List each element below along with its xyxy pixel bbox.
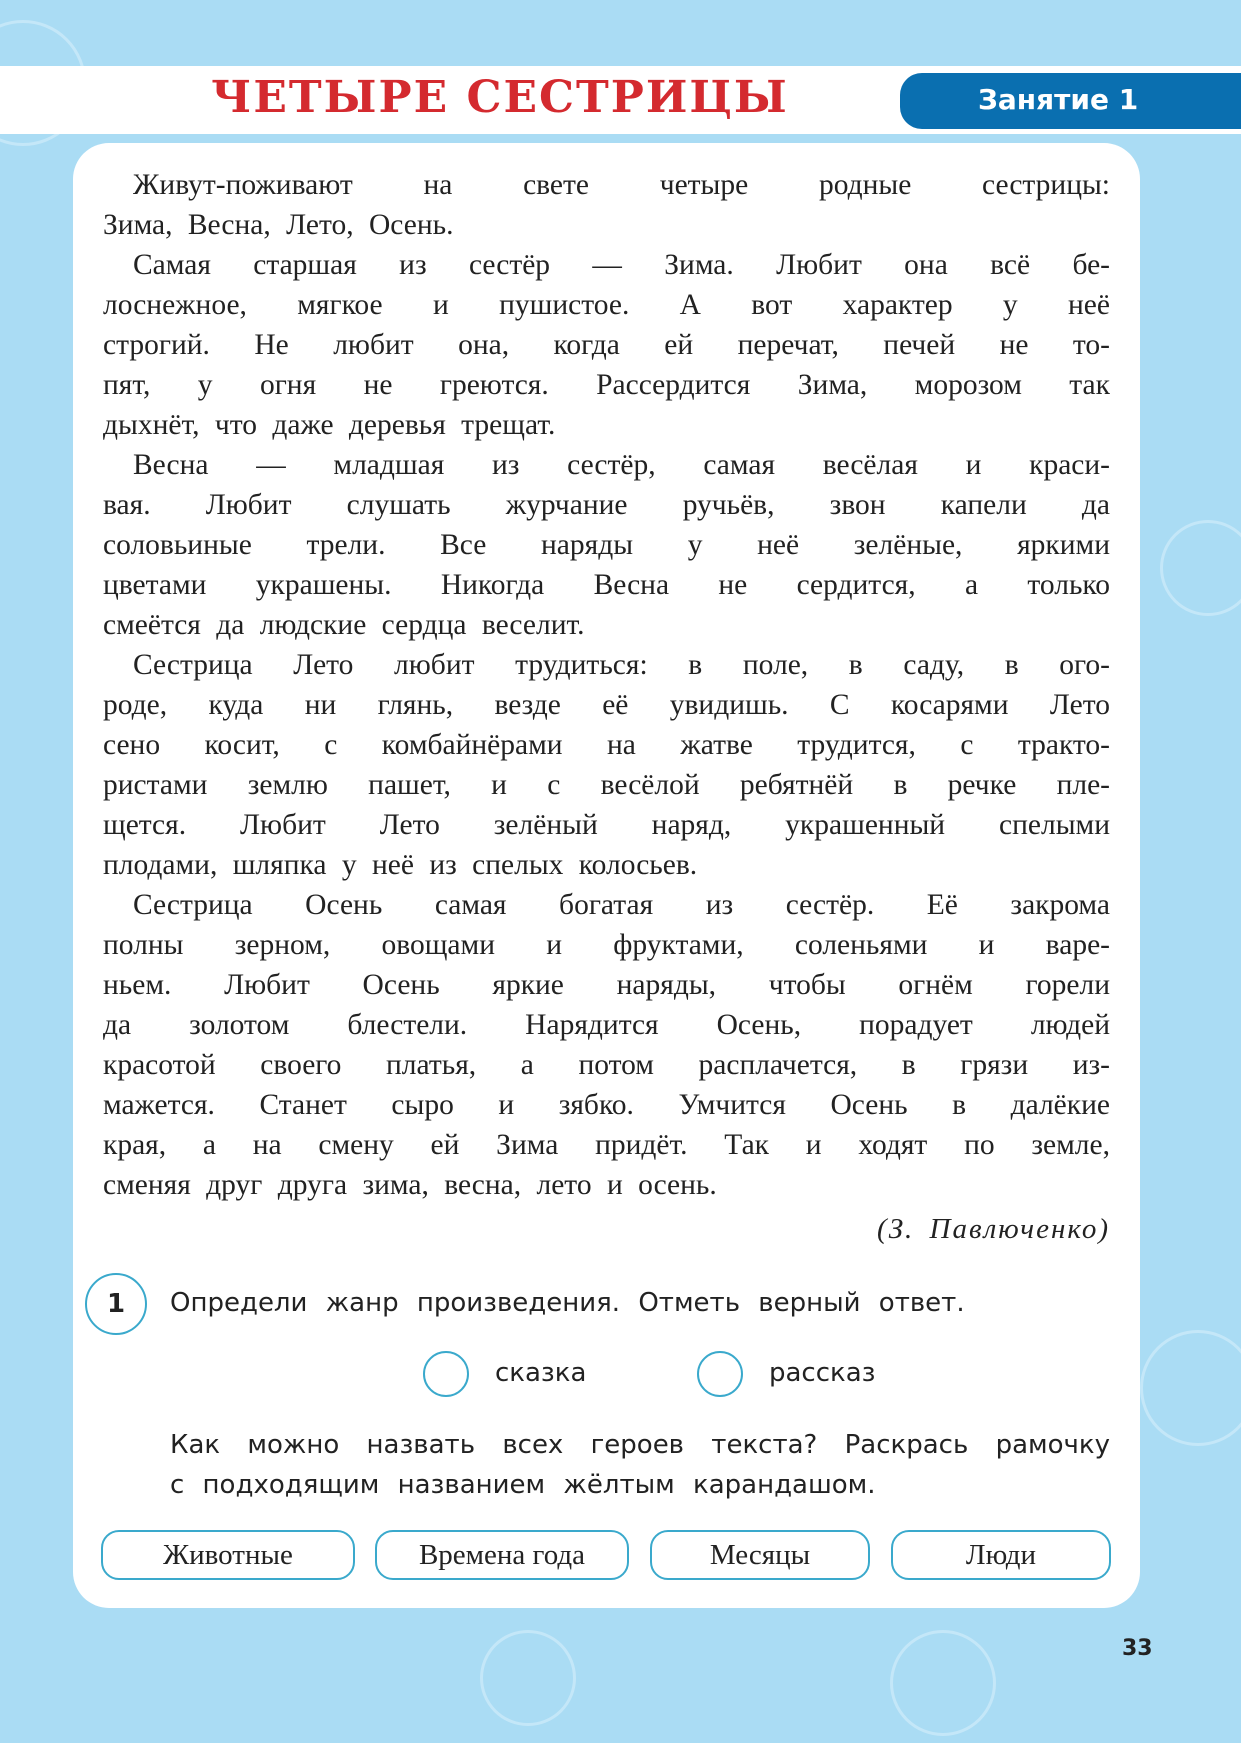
text-line: края, а на смену ей Зима придёт. Так и ходят по земле, bbox=[103, 1129, 1110, 1161]
text-line: дыхнёт, что даже деревья трещат. bbox=[103, 409, 556, 441]
text-line: Живут-поживают на свете четыре родные сестрицы: bbox=[133, 169, 1110, 201]
background-decoration bbox=[480, 1630, 576, 1726]
page-title: ЧЕТЫРЕ СЕСТРИЦЫ bbox=[211, 72, 789, 123]
text-line: да золотом блестели. Нарядится Осень, порадует людей bbox=[103, 1009, 1110, 1041]
option-label-skazka: сказка bbox=[495, 1358, 587, 1388]
option-label-rasskaz: рассказ bbox=[769, 1358, 876, 1388]
task-question: Определи жанр произведения. Отметь верный ответ. bbox=[170, 1288, 965, 1318]
background-decoration bbox=[1140, 1330, 1241, 1446]
text-line: роде, куда ни глянь, везде её увидишь. С косарями Лето bbox=[103, 689, 1110, 721]
text-line: Самая старшая из сестёр — Зима. Любит она всё бе- bbox=[133, 249, 1110, 281]
background-decoration bbox=[1160, 520, 1241, 616]
text-line: щется. Любит Лето зелёный наряд, украшенный спелыми bbox=[103, 809, 1110, 841]
author-credit: (З. Павлюченко) bbox=[877, 1213, 1110, 1245]
choice-frame-animals[interactable]: Животные bbox=[101, 1530, 355, 1580]
text-line: Зима, Весна, Лето, Осень. bbox=[103, 209, 454, 241]
option-radio-skazka[interactable] bbox=[423, 1351, 469, 1397]
text-line: смеётся да людские сердца веселит. bbox=[103, 609, 585, 641]
text-line: Весна — младшая из сестёр, самая весёлая и краси- bbox=[133, 449, 1110, 481]
text-line: соловьиные трели. Все наряды у неё зелёные, яркими bbox=[103, 529, 1110, 561]
lesson-badge-label: Занятие 1 bbox=[978, 83, 1139, 116]
text-line: сменяя друг друга зима, весна, лето и осень. bbox=[103, 1169, 717, 1201]
lesson-badge bbox=[900, 73, 1241, 129]
text-line: лоснежное, мягкое и пушистое. А вот характер у неё bbox=[103, 289, 1110, 321]
choice-frame-seasons[interactable]: Времена года bbox=[375, 1530, 629, 1580]
text-line: ньем. Любит Осень яркие наряды, чтобы огнём горели bbox=[103, 969, 1110, 1001]
text-line: строгий. Не любит она, когда ей перечат, печей не то- bbox=[103, 329, 1110, 361]
task-question-2-line-1: Как можно назвать всех героев текста? Раскрась рамочку bbox=[170, 1430, 1110, 1460]
text-line: цветами украшены. Никогда Весна не сердится, а только bbox=[103, 569, 1110, 601]
text-line: вая. Любит слушать журчание ручьёв, звон капели да bbox=[103, 489, 1110, 521]
text-line: сено косит, с комбайнёрами на жатве трудится, с тракто- bbox=[103, 729, 1110, 761]
text-line: ристами землю пашет, и с весёлой ребятнёй в речке пле- bbox=[103, 769, 1110, 801]
text-line: красотой своего платья, а потом расплачется, в грязи из- bbox=[103, 1049, 1110, 1081]
text-line: пят, у огня не греются. Рассердится Зима, морозом так bbox=[103, 369, 1110, 401]
text-line: плодами, шляпка у неё из спелых колосьев. bbox=[103, 849, 698, 881]
text-line: мажется. Станет сыро и зябко. Умчится Осень в далёкие bbox=[103, 1089, 1110, 1121]
page-number: 33 bbox=[1122, 1636, 1153, 1661]
option-radio-rasskaz[interactable] bbox=[697, 1351, 743, 1397]
text-line: Сестрица Осень самая богатая из сестёр. Её закрома bbox=[133, 889, 1110, 921]
choice-frame-months[interactable]: Месяцы bbox=[650, 1530, 870, 1580]
text-line: Сестрица Лето любит трудиться: в поле, в саду, в ого- bbox=[133, 649, 1110, 681]
task-number-badge: 1 bbox=[85, 1273, 147, 1335]
choice-frame-people[interactable]: Люди bbox=[891, 1530, 1111, 1580]
task-question-2-line-2: с подходящим названием жёлтым карандашом. bbox=[170, 1470, 876, 1500]
text-line: полны зерном, овощами и фруктами, соленьями и варе- bbox=[103, 929, 1110, 961]
background-decoration bbox=[890, 1630, 996, 1736]
